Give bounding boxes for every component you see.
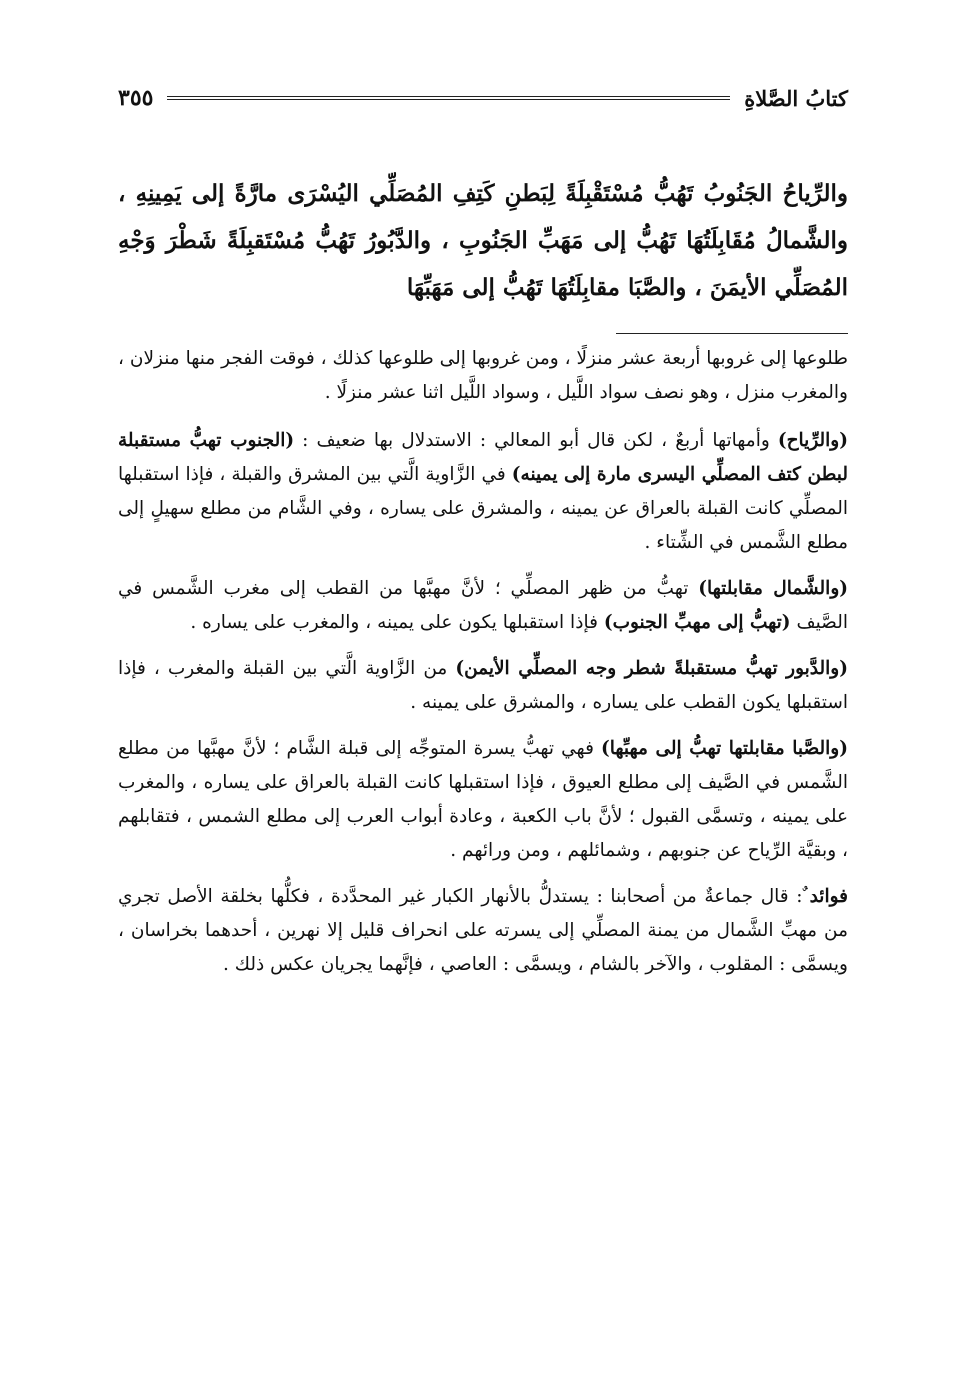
commentary-text: فهي تهبُّ يسرة المتوجِّه إلى قبلة الشَّام ؛ لأنَّ مهبَّها من مطلع الشَّمس في الصَّيف إلى مطلع العيوق ، فإذا استقبلها كانت القبلة بالعراق على يساره ، والمغرب على يمينه ، وتسمَّى القبول ؛ لأنَّ باب الكعبة ، وعادة أبواب العرب إلى مطلع الشمس ، فتقابلهم ، وبقيَّة الرِّياح عن جنوبهم ، وشمائلهم ، ومن ورائهم . — [118, 738, 848, 861]
footnote-separator — [616, 333, 848, 334]
commentary-text: من الزَّاوية الَّتي بين القبلة والمغرب ، فإذا استقبلها يكون القطب على يساره ، والمشرق على يمينه . — [118, 658, 848, 713]
chapter-title: كتابُ الصَّلاةِ — [744, 85, 848, 111]
commentary-paragraph — [118, 732, 848, 868]
header-rule — [167, 96, 730, 100]
commentary-paragraph — [118, 572, 848, 640]
quoted-text: (والصَّبا مقابلتها تهبُّ إلى مهبِّها) — [600, 738, 848, 759]
commentary-text: وأمهاتها أربعٌ ، لكن قال أبو المعالي : الاستدلال بها ضعيف : — [294, 430, 778, 451]
commentary-paragraph — [118, 424, 848, 560]
commentary-text: تهبُّ من ظهر المصلِّي ؛ لأنَّ مهبَّها من القطب إلى مغرب الشَّمس في الصَّيف — [118, 578, 848, 633]
commentary-text: ٌ: قال جماعةٌ من أصحابنا : يستدلُّ بالأنهار الكبار غير المحدَّدة ، فكلُّها بخلقة الأصل تجري من مهبِّ الشَّمال من يمنة المصلِّي إلى يسرته على انحراف قليل إلا نهرين ، أحدهما بخراسان ، ويسمَّى : المقلوب ، والآخر بالشام ، ويسمَّى : العاصي ، فإنَّهما يجريان عكس ذلك . — [118, 886, 848, 975]
page-number: ٣٥٥ — [118, 85, 154, 111]
quoted-text: (تهبُّ إلى مهبِّ الجنوب) — [603, 612, 791, 633]
commentary-paragraph — [118, 652, 848, 720]
commentary-text: في الزَّاوية الَّتي بين المشرق والقبلة ، فإذا استقبلها المصلِّي كانت القبلة بالعراق عن يمينه ، والمشرق على يساره ، وفي الشَّام من مطلع سهيلٍ إلى مطلع الشَّمس في الشِّتاء . — [118, 464, 848, 553]
main-text — [118, 170, 848, 311]
quoted-text: (والرِّياح) — [777, 430, 848, 451]
main-text-body: والرِّياحُ الجَنُوبُ تَهُبُّ مُسْتَقْبِلَةً لِبَطنِ كَتِفِ المُصَلِّي اليُسْرَى مارَّةً إلى يَمِينِهِ ، والشَّمالُ مُقَابِلَتُهَا تَهُبُّ إلى مَهَبِّ الجَنُوبِ ، والدَّبُورُ تَهُبُّ مُسْتَقبِلَةً شَطْرَ وَجْهِ المُصَلِّي الأيمَنَ ، والصَّبَا مقابِلَتُهَا تَهُبُّ إلى مَهَبِّهَا — [118, 180, 848, 301]
commentary-text: طلوعها إلى غروبها أربعة عشر منزلًا ، ومن غروبها إلى طلوعها كذلك ، فوقت الفجر منها منزلان ، والمغرب منزل ، وهو نصف سواد اللَّيل ، وسواد اللَّيل اثنا عشر منزلًا . — [118, 348, 848, 403]
benefits-heading: فوائد — [809, 886, 848, 907]
quoted-text: (والدَّبور تهبُّ مستقبلةً شطر وجه المصلِّي الأيمن) — [455, 658, 848, 679]
quoted-text: (والشَّمال مقابلتها) — [698, 578, 849, 599]
commentary — [118, 342, 848, 982]
book-page — [118, 78, 848, 994]
commentary-paragraph — [118, 342, 848, 410]
running-header — [118, 78, 848, 118]
commentary-paragraph — [118, 880, 848, 982]
commentary-text: فإذا استقبلها يكون على يمينه ، والمغرب على يساره . — [190, 612, 604, 633]
quoted-text: (الجنوب تهبُّ مستقبلة لبطن كتف المصلِّي اليسرى مارة إلى يمينه) — [118, 430, 849, 485]
